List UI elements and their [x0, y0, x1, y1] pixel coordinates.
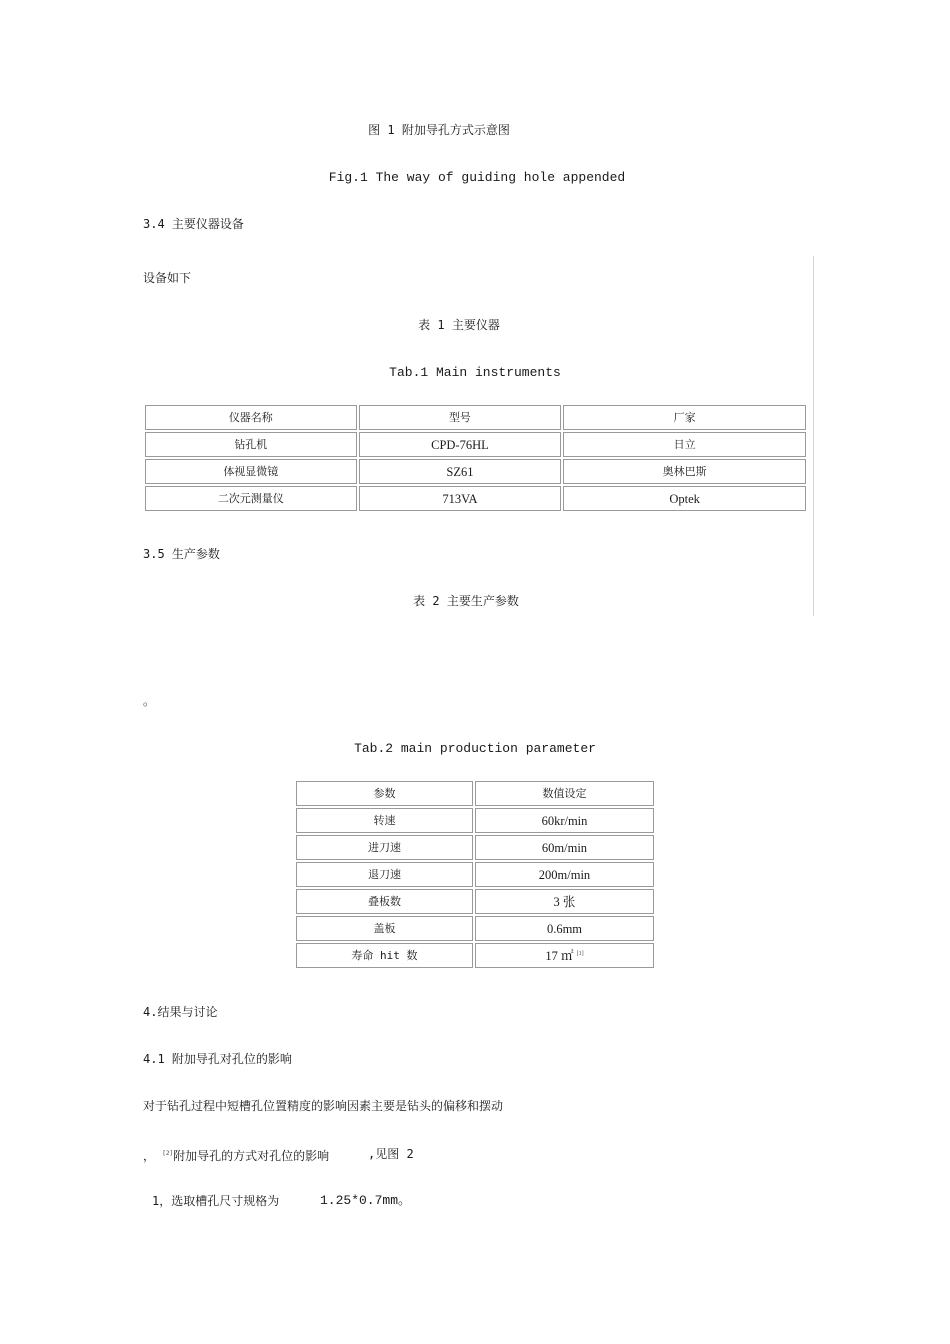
table-cell: 713VA: [359, 486, 562, 511]
tab2-caption-cn: 表 2 主要生产参数: [413, 594, 519, 608]
table-row: [145, 459, 806, 484]
table-cell: SZ61: [359, 459, 562, 484]
table-cell: Optek: [563, 486, 806, 511]
paragraph-line-2-tail: ,见图 2: [368, 1147, 414, 1161]
section-4-1-paragraph: 对于钻孔过程中短槽孔位置精度的影响因素主要是钻头的偏移和摆动: [143, 1099, 504, 1113]
table-cell: 奥林巴斯: [563, 459, 806, 484]
reference-mark: [1]: [576, 951, 584, 958]
table-header-row: [145, 405, 806, 430]
table-row: [296, 862, 654, 887]
table-cell: 进刀速: [296, 835, 473, 860]
tab1-caption-en: Tab.1 Main instruments: [389, 365, 561, 380]
production-parameters-table: [294, 779, 656, 970]
line2-punct: ，: [143, 1149, 156, 1163]
table-header-cell: 仪器名称: [145, 405, 357, 430]
paragraph-line-3-start: 1，选取槽孔尺寸规格为: [152, 1194, 280, 1208]
table-row: [145, 432, 806, 457]
main-instruments-table: [143, 403, 808, 513]
table-cell: 盖板: [296, 916, 473, 941]
section-4-1-heading: 4.1 附加导孔对孔位的影响: [143, 1052, 292, 1066]
table-header-cell: 数值设定: [475, 781, 654, 806]
section-3-4-lead: 设备如下: [143, 271, 192, 285]
section-3-4-heading: 3.4 主要仪器设备: [143, 217, 244, 231]
page-right-rule: [813, 256, 814, 616]
table-cell: 寿命 hit 数: [296, 943, 473, 968]
table-cell: 叠板数: [296, 889, 473, 914]
stray-punctuation: 。: [143, 694, 156, 708]
table-cell: 钻孔机: [145, 432, 357, 457]
tab2-caption-en: Tab.2 main production parameter: [354, 741, 596, 756]
line2-text: 附加导孔的方式对孔位的影响: [173, 1149, 330, 1163]
table-row: [296, 889, 654, 914]
table-header-row: [296, 781, 654, 806]
fig1-caption-cn: 图 1 附加导孔方式示意图: [368, 123, 510, 137]
table-row: [296, 916, 654, 941]
table-cell: 3 张: [475, 889, 654, 914]
lifetime-value: 17 ㎡: [545, 949, 574, 964]
table-cell: 体视显微镜: [145, 459, 357, 484]
paragraph-line-2-start: [143, 1147, 329, 1163]
section-4-heading: 4.结果与讨论: [143, 1005, 218, 1019]
slot-size-value: 1.25*0.7mm。: [320, 1193, 412, 1208]
table-cell: 200m/min: [475, 862, 654, 887]
reference-mark: [2]: [162, 1150, 174, 1157]
table-cell: [475, 943, 654, 968]
table-cell: 转速: [296, 808, 473, 833]
table-header-cell: 参数: [296, 781, 473, 806]
table-cell: 60kr/min: [475, 808, 654, 833]
table-cell: 退刀速: [296, 862, 473, 887]
table-row: [296, 835, 654, 860]
table-cell: 日立: [563, 432, 806, 457]
table-cell: 60m/min: [475, 835, 654, 860]
table-header-cell: 型号: [359, 405, 562, 430]
table-row: [296, 808, 654, 833]
section-3-5-heading: 3.5 生产参数: [143, 547, 220, 561]
table-cell: 二次元测量仪: [145, 486, 357, 511]
fig1-caption-en: Fig.1 The way of guiding hole appended: [328, 170, 626, 185]
table-row: [145, 486, 806, 511]
tab1-caption-cn: 表 1 主要仪器: [418, 318, 500, 332]
table-header-cell: 厂家: [563, 405, 806, 430]
table-cell: CPD-76HL: [359, 432, 562, 457]
table-cell: 0.6mm: [475, 916, 654, 941]
table-row: [296, 943, 654, 968]
